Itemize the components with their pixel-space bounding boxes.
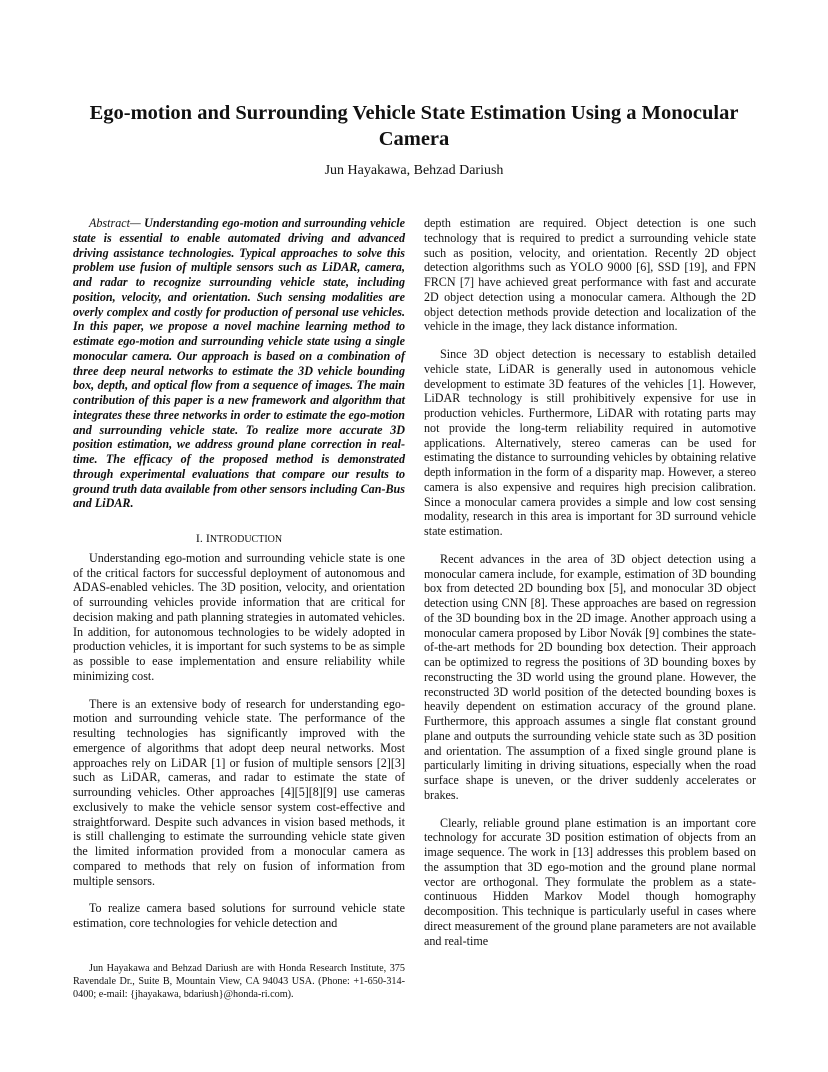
body-paragraph: To realize camera based solutions for surround vehicle state estimation, core technologies for vehicle detection and [73, 901, 405, 930]
paper-authors: Jun Hayakawa, Behzad Dariush [324, 163, 504, 178]
section-number: I. [195, 531, 203, 545]
body-paragraph: Understanding ego-motion and surrounding vehicle state is one of the critical factors for successful deployment of autonomous and ADAS-enabled vehicles. The 3D position, velocity, and orientation of surrounding vehicles provide information that are critical for decision making and path planning strategies in automated vehicles. In addition, for autonomous technologies to be widely adopted in production vehicles, it is important for such systems to be as simple as possible to ease implementation and ensure reliability while minimizing cost. [73, 550, 405, 683]
abstract [73, 216, 405, 511]
right-column [424, 216, 756, 948]
body-paragraph: Recent advances in the area of 3D object detection using a monocular camera include, for example, estimation of 3D bounding box from detected 2D bounding box [5], and monocular 3D object detection using CNN [8]. These approaches are based on regression of the 3D bounding box in the 2D image. Another approach using a monocular camera proposed by Libor Novák [9] combines the state-of-the-art methods for 2D bounding box detection. Their approach can be optimized to regress the positions of 3D bounding boxes by reconstructing the 3D world using the ground plane. However, the reconstructed 3D world position of the detected bounding boxes is heavily dependent on estimation accuracy of the ground plane. Furthermore, this approach assumes a single flat constant ground plane and outputs the surrounding vehicle state such as 3D position and orientation. The assumption of a fixed single ground plane is particularly limiting in driving situations, especially when the road surface shape is uneven, or the driver suddenly accelerates or brakes. [424, 551, 756, 802]
left-column [73, 216, 405, 931]
body-paragraph: depth estimation are required. Object detection is one such technology that is required to predict a surrounding vehicle state such as position, velocity, and orientation. Recently 2D object detection algorithms such as YOLO 9000 [6], SSD [19], and FPN FRCN [7] have achieved great performance with fast and accurate 2D object detection using a monocular camera. Although the 2D object detection methods provide detection and localization of the vehicle in the image, they lack distance information. [424, 216, 756, 334]
author-footnote: Jun Hayakawa and Behzad Dariush are with Honda Research Institute, 375 Ravendale Dr., Suite B, Mountain View, CA 94043 USA. (Phone: +1-650-314-0400; e-mail: {jhayakawa, bdariush}@honda-ri.com). [73, 963, 405, 1000]
body-paragraph: Clearly, reliable ground plane estimation is an important core technology for accurate 3D position estimation of objects from an image sequence. The work in [13] addresses this problem based on the assumption that 3D ego-motion and the ground plane normal vector are orthogonal. They formulate the problem as a state-continuous Hidden Markov Model though homography decomposition. This technique is particularly useful in cases where direct measurement of the ground plane parameters are not available and real-time [424, 815, 756, 948]
section-initial: I [205, 531, 210, 545]
section-title-rest: NTRODUCTION [209, 534, 283, 545]
body-paragraph: There is an extensive body of research for understanding ego-motion and surrounding vehicle state. The performance of the resulting technologies has significantly improved with the emergence of algorithms that adopt deep neural networks. Most approaches rely on LiDAR [1] or fusion of multiple sensors [2][3] such as LiDAR, cameras, and radar to estimate the state of surrounding vehicles. Other approaches [4][5][8][9] use cameras exclusively to make the vehicle sensor system cost-effective and straightforward. Despite such advances in vision based methods, it is still challenging to estimate the surrounding vehicle state given the limited information provided from a monocular camera as compared to methods that rely on fusion of information from multiple sensors. [73, 696, 405, 888]
paper-title: Ego-motion and Surrounding Vehicle State Estimation Using a Monocular Camera [89, 102, 739, 150]
abstract-lead: Abstract— [89, 216, 141, 230]
section-heading-introduction [73, 531, 405, 548]
body-paragraph: Since 3D object detection is necessary to establish detailed vehicle state, LiDAR is generally used in autonomous vehicle development to estimate 3D features of the vehicles [1]. However, LiDAR technology is still prohibitively expensive for use in production vehicles. Furthermore, LiDAR with rotating parts may not provide the long-term reliability required in automotive applications. Alternatively, stereo cameras can be used for estimating the distance to surrounding vehicles by obtaining relative depth information in the form of a disparity map. However, a stereo camera is also expensive and requires high precision calibration. Since a monocular camera provides a simple and low cost sensing modality, research in this area is important for 3D surround vehicle state estimation. [424, 347, 756, 538]
abstract-body: Understanding ego-motion and surrounding vehicle state is essential to enable automated driving and advanced driving assistance technologies. Typical approaches to solve this problem use fusion of multiple sensors such as LiDAR, camera, and radar to recognize surrounding vehicle state, including position, velocity, and orientation. Such sensing modalities are overly complex and costly for production of personal use vehicles. In this paper, we propose a novel machine learning method to estimate ego-motion and surrounding vehicle state using a single monocular camera. Our approach is based on a combination of three deep neural networks to estimate the 3D vehicle bounding box, depth, and optical flow from a sequence of images. The main contribution of this paper is a new framework and algorithm that integrates these three networks in order to estimate the ego-motion and surrounding vehicle state. To realize more accurate 3D position estimation, we address ground plane correction in real-time. The efficacy of the proposed method is demonstrated through experimental evaluations that compare our results to ground truth data available from other sensors including Can-Bus and LiDAR. [73, 216, 405, 511]
